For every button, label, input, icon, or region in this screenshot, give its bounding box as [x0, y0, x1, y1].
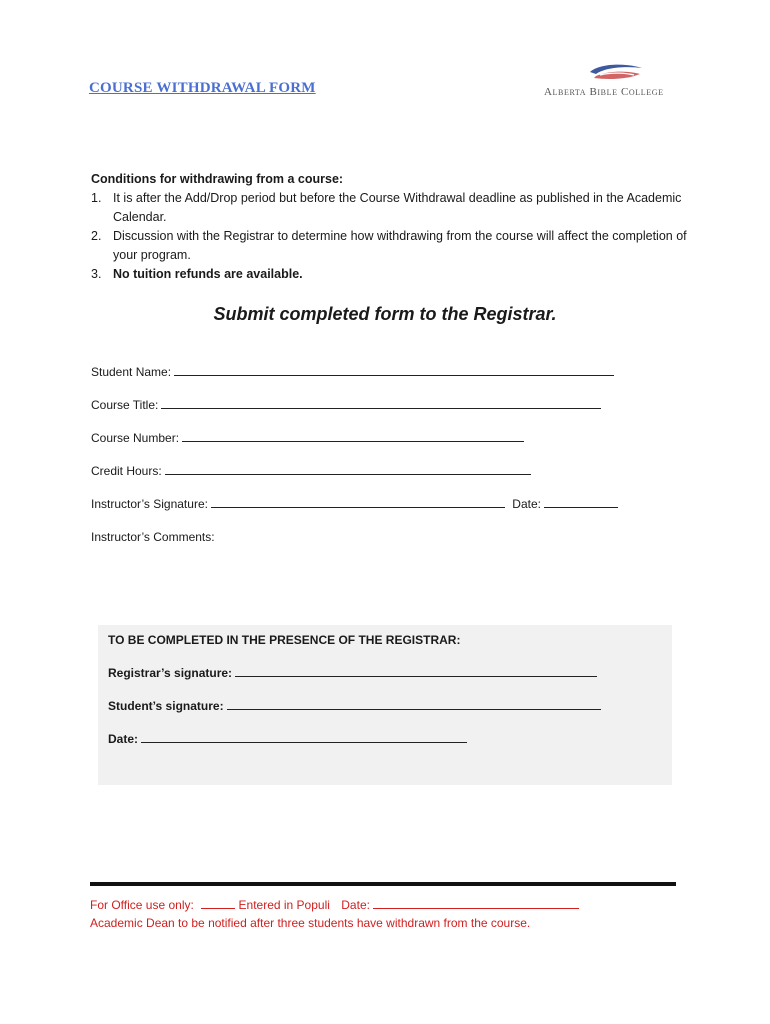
registrar-date-input[interactable]	[141, 732, 467, 743]
course-number-field	[91, 431, 524, 445]
course-title-input[interactable]	[161, 398, 601, 409]
condition-number: 3.	[91, 267, 102, 281]
dean-note: Academic Dean to be notified after three students have withdrawn from the course.	[90, 916, 531, 930]
form-title: COURSE WITHDRAWAL FORM	[89, 80, 316, 96]
course-number-label: Course Number:	[91, 431, 180, 445]
student-signature-label: Student’s signature:	[108, 699, 224, 713]
registrar-signature-label: Registrar’s signature:	[108, 666, 233, 680]
course-number-input[interactable]	[182, 431, 524, 442]
registrar-signature-field	[108, 666, 597, 680]
instructor-comments-label: Instructor’s Comments:	[91, 530, 215, 544]
credit-hours-input[interactable]	[165, 464, 531, 475]
populi-check-input[interactable]	[201, 898, 235, 909]
instructor-signature-label: Instructor’s Signature:	[91, 497, 208, 511]
office-date-input[interactable]	[373, 898, 579, 909]
conditions-section	[91, 170, 691, 284]
office-use-line	[90, 898, 579, 912]
student-name-input[interactable]	[174, 365, 614, 376]
registrar-date-field	[108, 732, 467, 746]
footer-divider	[90, 882, 676, 886]
condition-item	[91, 227, 691, 265]
conditions-list	[91, 189, 691, 284]
student-signature-field	[108, 699, 601, 713]
instructor-date-label: Date:	[512, 497, 541, 511]
condition-text: It is after the Add/Drop period but before the Course Withdrawal deadline as published in the Academic Calendar.	[113, 191, 682, 224]
course-title-field	[91, 398, 601, 412]
credit-hours-field	[91, 464, 531, 478]
instructor-signature-input[interactable]	[211, 497, 505, 508]
office-date-label: Date:	[341, 898, 370, 912]
conditions-heading: Conditions for withdrawing from a course:	[91, 172, 344, 186]
registrar-signature-input[interactable]	[235, 666, 597, 677]
student-signature-input[interactable]	[227, 699, 601, 710]
registrar-date-label: Date:	[108, 732, 139, 746]
course-title-label: Course Title:	[91, 398, 159, 412]
instructor-comments-field	[91, 530, 215, 544]
college-logo	[544, 62, 694, 104]
credit-hours-label: Credit Hours:	[91, 464, 162, 478]
condition-text: No tuition refunds are available.	[113, 267, 303, 281]
student-name-field	[91, 365, 614, 379]
condition-item	[91, 189, 691, 227]
submit-heading: Submit completed form to the Registrar.	[213, 304, 557, 324]
condition-item	[91, 265, 691, 284]
logo-swoosh-icon	[586, 62, 646, 86]
instructor-signature-field	[91, 497, 618, 511]
office-use-label: For Office use only:	[90, 898, 194, 912]
instructor-date-input[interactable]	[544, 497, 618, 508]
populi-label: Entered in Populi	[238, 898, 330, 912]
student-name-label: Student Name:	[91, 365, 172, 379]
logo-text: Alberta Bible College	[544, 86, 664, 98]
registrar-box	[98, 625, 672, 785]
registrar-heading: TO BE COMPLETED IN THE PRESENCE OF THE REGISTRAR:	[108, 633, 461, 647]
condition-number: 2.	[91, 229, 102, 243]
instructor-comments-input[interactable]	[91, 550, 671, 610]
condition-text: Discussion with the Registrar to determine how withdrawing from the course will affect the completion of your program.	[113, 229, 687, 262]
condition-number: 1.	[91, 191, 102, 205]
